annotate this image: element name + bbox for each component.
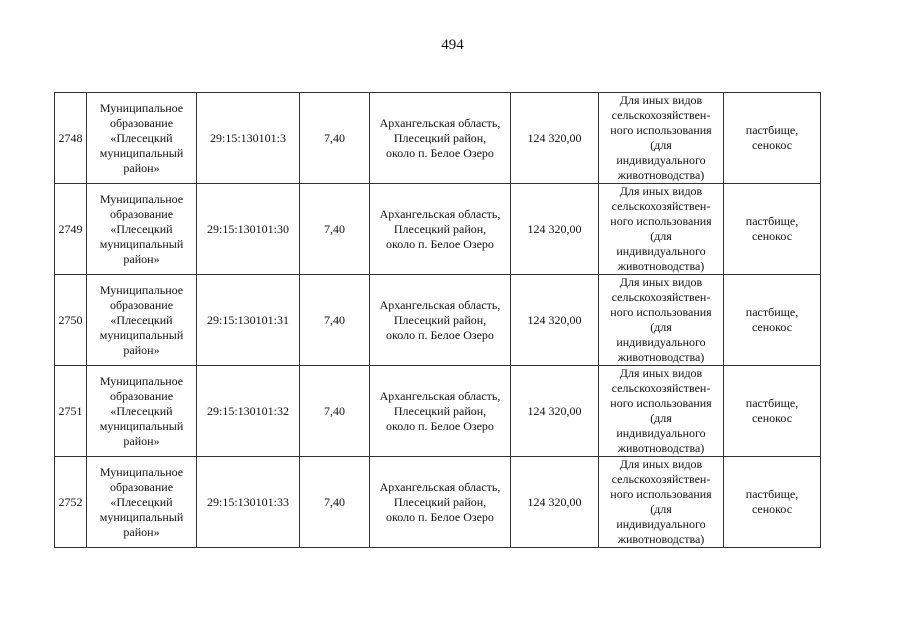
price-cell: 124 320,00: [511, 366, 599, 457]
page-number: 494: [441, 37, 464, 53]
row-number: 2749: [55, 184, 87, 275]
row-number: 2750: [55, 275, 87, 366]
permitted-use-cell: Для иных видов сельскохозяйствен- ного использования (для индивидуального животноводства): [599, 457, 724, 548]
table-row: [55, 184, 821, 275]
permitted-use-cell: Для иных видов сельскохозяйствен- ного использования (для индивидуального животноводства): [599, 93, 724, 184]
land-use-cell: пастбище, сенокос: [724, 184, 821, 275]
address-cell: Архангельская область, Плесецкий район, около п. Белое Озеро: [370, 366, 511, 457]
cadastral-number-cell: 29:15:130101:31: [197, 275, 300, 366]
land-use-cell: пастбище, сенокос: [724, 366, 821, 457]
row-number: 2748: [55, 93, 87, 184]
table-row: [55, 457, 821, 548]
cadastral-number-cell: 29:15:130101:30: [197, 184, 300, 275]
table-row: [55, 93, 821, 184]
address-cell: Архангельская область, Плесецкий район, около п. Белое Озеро: [370, 275, 511, 366]
area-cell: 7,40: [300, 457, 370, 548]
cadastral-number-cell: 29:15:130101:33: [197, 457, 300, 548]
permitted-use-cell: Для иных видов сельскохозяйствен- ного использования (для индивидуального животноводства): [599, 366, 724, 457]
row-number: 2751: [55, 366, 87, 457]
address-cell: Архангельская область, Плесецкий район, около п. Белое Озеро: [370, 457, 511, 548]
land-plots-table: [54, 92, 821, 548]
land-use-cell: пастбище, сенокос: [724, 93, 821, 184]
permitted-use-cell: Для иных видов сельскохозяйствен- ного использования (для индивидуального животноводства): [599, 184, 724, 275]
table-row: [55, 366, 821, 457]
row-number: 2752: [55, 457, 87, 548]
owner-cell: Муниципальное образование «Плесецкий муниципальный район»: [87, 457, 197, 548]
price-cell: 124 320,00: [511, 93, 599, 184]
owner-cell: Муниципальное образование «Плесецкий муниципальный район»: [87, 366, 197, 457]
land-use-cell: пастбище, сенокос: [724, 275, 821, 366]
owner-cell: Муниципальное образование «Плесецкий муниципальный район»: [87, 275, 197, 366]
table-row: [55, 275, 821, 366]
area-cell: 7,40: [300, 93, 370, 184]
permitted-use-cell: Для иных видов сельскохозяйствен- ного использования (для индивидуального животноводства): [599, 275, 724, 366]
price-cell: 124 320,00: [511, 457, 599, 548]
cadastral-number-cell: 29:15:130101:32: [197, 366, 300, 457]
area-cell: 7,40: [300, 275, 370, 366]
owner-cell: Муниципальное образование «Плесецкий муниципальный район»: [87, 184, 197, 275]
address-cell: Архангельская область, Плесецкий район, около п. Белое Озеро: [370, 184, 511, 275]
owner-cell: Муниципальное образование «Плесецкий муниципальный район»: [87, 93, 197, 184]
price-cell: 124 320,00: [511, 184, 599, 275]
land-use-cell: пастбище, сенокос: [724, 457, 821, 548]
area-cell: 7,40: [300, 366, 370, 457]
price-cell: 124 320,00: [511, 275, 599, 366]
cadastral-number-cell: 29:15:130101:3: [197, 93, 300, 184]
address-cell: Архангельская область, Плесецкий район, около п. Белое Озеро: [370, 93, 511, 184]
area-cell: 7,40: [300, 184, 370, 275]
